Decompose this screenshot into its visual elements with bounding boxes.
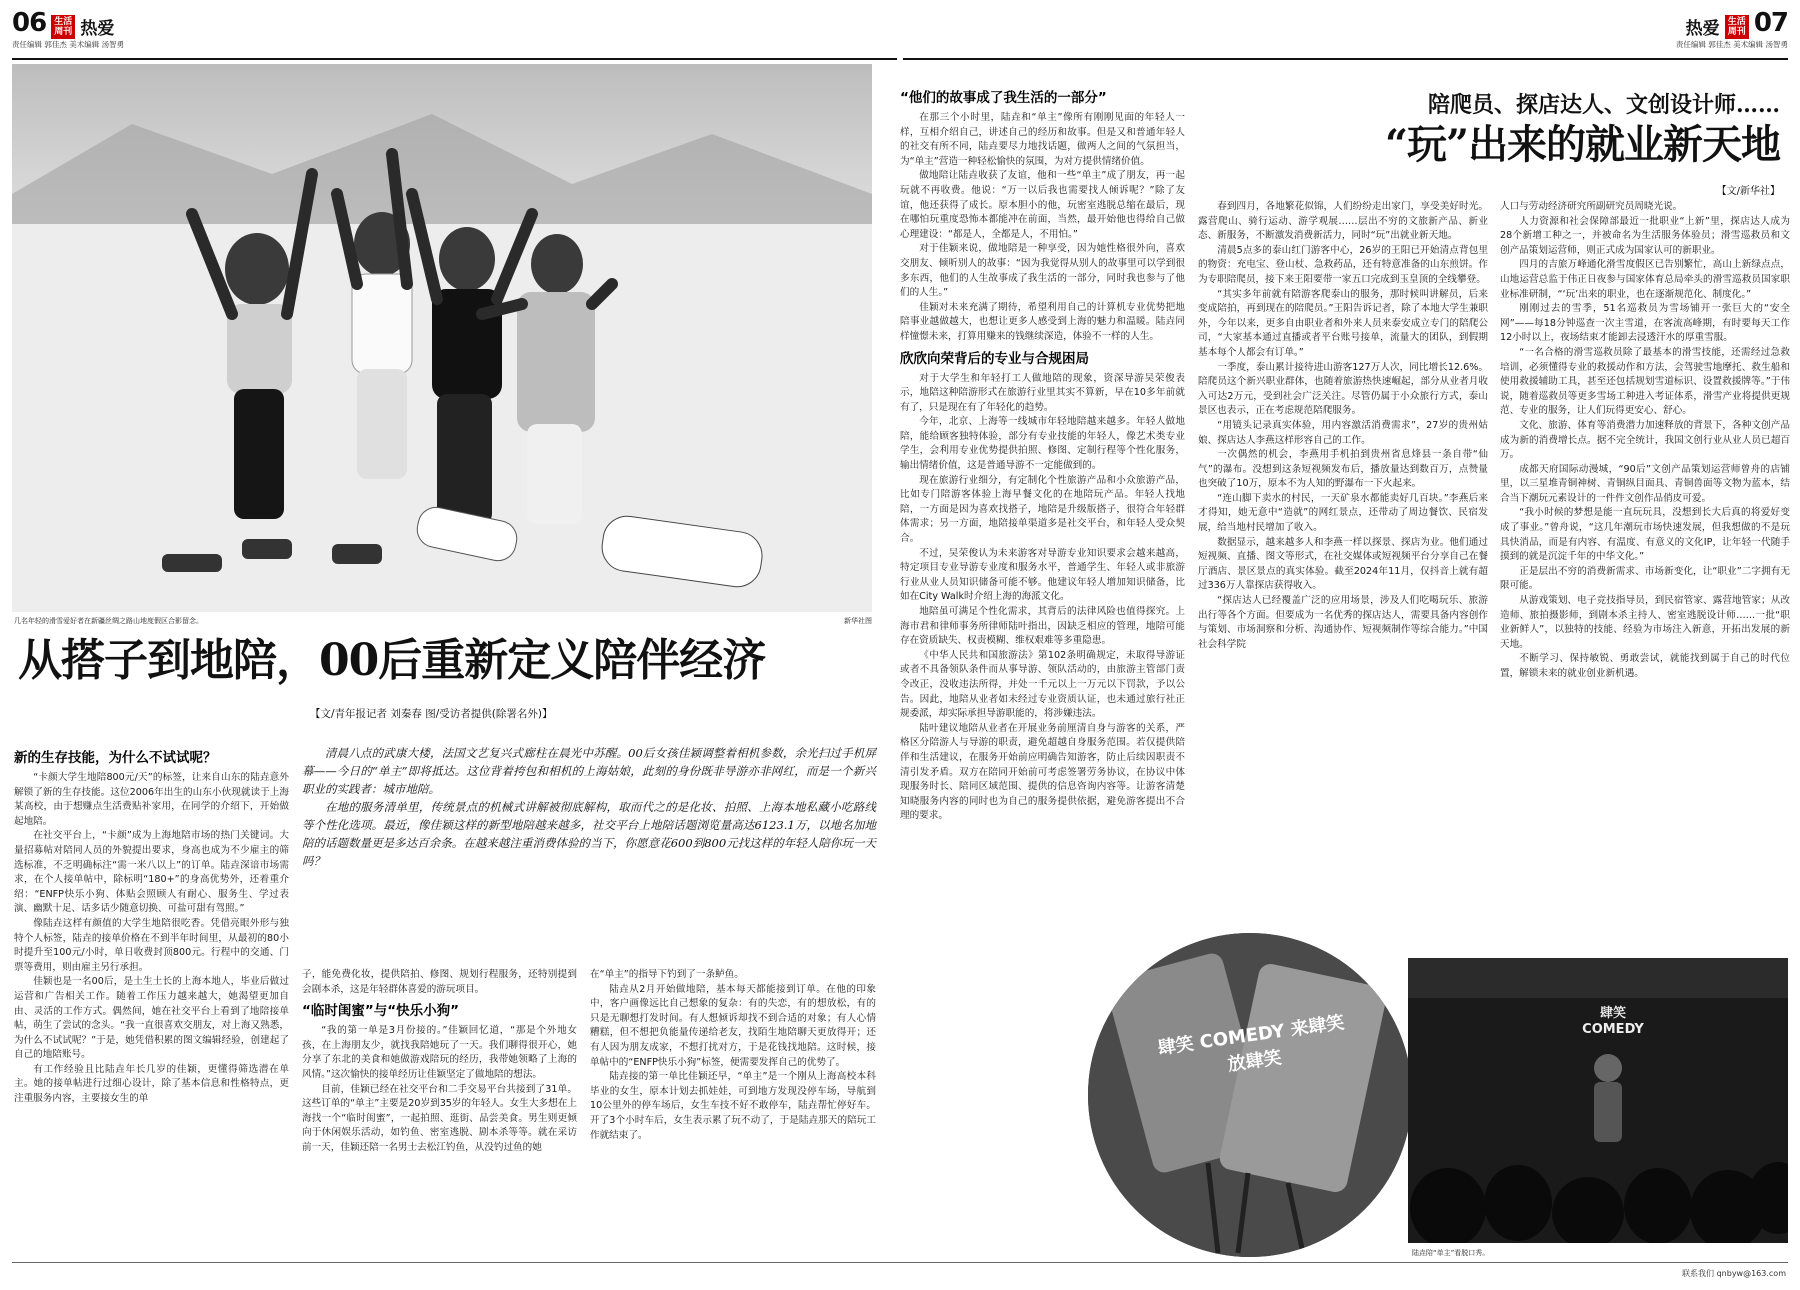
section-heading: 新的生存技能，为什么不试试呢？	[14, 750, 217, 766]
paragraph: 像陆垚这样有颜值的大学生地陪很吃香。凭借亮眼外形与独特个人标签，陆垚的接单价格在不到半年时间里，从最初的80小时提升至100元/小时，单日收费封顶800元。行程中的交通、门票等费用，则由雇主另行承担。	[14, 917, 289, 973]
right-column-1	[1198, 200, 1488, 920]
right-page-header	[1488, 8, 1788, 49]
left-column-2	[302, 968, 577, 1280]
paragraph: 人口与劳动经济研究所副研究员周晓光说。	[1500, 201, 1683, 212]
paragraph: 正是层出不穷的消费新需求、市场新变化，让“职业”二字拥有无限可能。	[1500, 565, 1790, 592]
right-article-title: “玩”出来的就业新天地	[1384, 121, 1780, 168]
ski-group-photo	[12, 64, 872, 612]
lead-paragraph: 清晨八点的武康大楼，法国文艺复兴式廊柱在晨光中苏醒。00后女孩佳颖调整着相机参数，余光扫过手机屏幕——今日的“单主”即将抵达。这位背着挎包和相机的上海姑娘，此刻的身份既非导游亦非网红，而是一个新兴职业的实践者：城市地陪。	[302, 746, 876, 796]
paragraph: 现在旅游行业细分，有定制化个性旅游产品和小众旅游产品，比如专门陪游客体验上海早餐文化的在地陪玩产品。年轻人找地陪，一方面是因为喜欢找搭子，地陪是升级版搭子，很符合年轻群体需求；另一方面，地陪接单渠道多是社交平台，和年轻人受众契合。	[900, 474, 1185, 545]
paragraph: 刚刚过去的雪季，51名巡救员为雪场铺开一张巨大的“安全网”——每18分钟巡查一次主雪道，在客流高峰期，有时要每天工作12小时以上，夜场结束才能卸去浸透汗水的厚重雪服。	[1500, 303, 1790, 344]
left-page-header	[12, 8, 312, 49]
right-editors: 责任编辑 郭佳杰 美术编辑 汤智勇	[1675, 40, 1788, 49]
right-article-byline: 【文/新华社】	[1716, 186, 1780, 197]
paragraph: 对于大学生和年轻打工人做地陪的现象，资深导游吴荣俊表示，地陪这种陪游形式在旅游行业里其实不算新，早在10多年前就有了，只是现在有了年轻化的趋势。	[900, 372, 1185, 413]
paragraph: 佳颖也是一名00后，是土生土长的上海本地人，毕业后做过运营和广告相关工作。随着工作压力越来越大，她渴望更加自由、灵活的工作方式。偶然间，她在社交平台上看到了地陪接单帖，萌生了尝试的念头。“我一直很喜欢交朋友，对上海又熟悉，为什么不试试呢？”于是，她凭借积累的图文编辑经验，创建起了自己的地陪账号。	[14, 976, 289, 1061]
paragraph: “我小时候的梦想是能一直玩玩具，没想到长大后真的将爱好变成了事业。”曾舟说，“这几年潮玩市场快速发展，但我想做的不是玩具快消品，而是有内容、有温度、有意义的文化IP，让年轻一代随手摸到的就是沉淀千年的中华文化。”	[1500, 507, 1790, 563]
section-heading: “他们的故事成了我生活的一部分”	[900, 90, 1107, 106]
paragraph: 成都天府国际动漫城，“90后”文创产品策划运营师曾舟的店铺里，以三星堆青铜神树、青铜纵目面具、青铜兽面等文物为蓝本，结合当下潮玩元素设计的一件件文创作品俏皮可爱。	[1500, 463, 1790, 504]
left-editors: 责任编辑 郭佳杰 美术编辑 汤智勇	[12, 40, 125, 49]
ski-photo-illustration	[12, 64, 872, 612]
paragraph: 数据显示，越来越多人和李燕一样以探景、探店为业。他们通过短视频、直播、图文等形式，在社交媒体或短视频平台分享自己在餐厅酒店、景区景点的真实体验。截至2024年11月，仅抖音上就有超过336万人靠探店获得收入。	[1198, 536, 1488, 592]
paragraph: 文化、旅游、体育等消费潜力加速释放的背景下，各种文创产品成为新的消费增长点。据不完全统计，我国文创行业从业人员已超百万。	[1500, 419, 1790, 461]
paragraph: 陆叶建议地陪从业者在开展业务前厘清自身与游客的关系，严格区分陪游人与导游的职责，避免超越自身服务范围。若仅提供陪伴和生活建议，在服务开始前应明确告知游客，防止后续因职责不清引发矛盾。双方在陪同开始前可考虑签署劳务协议，在协议中体现服务时长、陪同区域范围、提供的信息咨询内容等。让游客清楚知晓服务内容的同时也为自己的服务提供依据，避免游客提出不合理的要求。	[900, 722, 1185, 822]
paragraph: “卡颜大学生地陪800元/天”的标签，让来自山东的陆垚意外解锁了新的生存技能。这位2006年出生的山东小伙现就读于上海某高校，由于想赚点生活费贴补家用，在同学的介绍下，开始做起地陪。	[14, 772, 289, 827]
right-section-name: 热爱	[1685, 19, 1720, 39]
comedy-sign-text: 肆笑 COMEDY	[1582, 1006, 1644, 1037]
comedy-show-photo	[1408, 958, 1788, 1243]
comedy-circle-photo	[1085, 930, 1415, 1260]
left-page-number: 06	[12, 8, 47, 38]
paragraph: 做地陪让陆垚收获了友谊，他和一些“单主”成了朋友，再一起玩就不再收费。他说：“万一以后我也需要找人倾诉呢？”除了友谊，他还获得了成长。原本胆小的他，玩密室逃脱总缩在最后，现在哪怕玩重度恐怖本都能冲在前面，当然，最开始他也得给自己做心理建设：“都是人，全都是人，不用怕。”	[900, 170, 1185, 240]
right-header-rule	[903, 58, 1788, 60]
paragraph: “探店达人已经覆盖广泛的应用场景，涉及人们吃喝玩乐、旅游出行等各个方面。但要成为一名优秀的探店达人，需要具备内容创作与策划、市场洞察和分析、沟通协作、短视频制作等综合能力。”中国社会科学院	[1198, 595, 1488, 650]
paragraph: 清晨5点多的泰山红门游客中心，26岁的王阳已开始清点背包里的物资：充电宝、登山杖、急救药品，还有特意准备的山东煎饼。作为专职陪爬员，接下来王阳要带一家五口完成到玉皇顶的全线攀登。	[1198, 244, 1488, 285]
paragraph: “一名合格的滑雪巡救员除了最基本的滑雪技能，还需经过急救培训，必须懂得专业的救援动作和方法，会驾驶雪地摩托、救生船和使用救援辅助工具，甚至还包括规划雪道标识、设置救援牌等。”于伟说，随着巡救员等更多雪场工种进入考证体系，滑雪产业将提供更规范、专业的服务，让人们玩得更安心、舒心。	[1500, 346, 1790, 417]
ski-photo-caption: 几名年轻的滑雪爱好者在新疆丝绸之路山地度假区合影留念。	[14, 617, 203, 625]
comedy-show-illustration	[1408, 958, 1788, 1243]
left-article-title: 从搭子到地陪，00后重新定义陪伴经济	[18, 635, 766, 686]
right-page-number: 07	[1753, 8, 1788, 38]
paragraph: 有工作经验且比陆垚年长几岁的佳颖，更懂得筛选潜在单主。她的接单帖进行过细心设计，除了基本信息和性格特点，更注重服务内容，主要接女生的单	[14, 1063, 289, 1105]
right-column-2	[1500, 200, 1790, 930]
lead-paragraphs	[302, 744, 876, 962]
paragraph: 今年，北京、上海等一线城市年轻地陪越来越多。年轻人做地陪，能给顾客独特体验，部分有专业技能的年轻人，像艺术类专业学生，会利用专业优势提供拍照、修图、定制行程等个性化服务，输出情绪价值，这是普通导游不一定能做到的。	[900, 416, 1185, 472]
left-article-byline: 【文/青年报记者 刘秦春 图/受访者提供(除署名外)】	[310, 708, 553, 720]
paragraph: 在那三个小时里，陆垚和“单主”像所有刚刚见面的年轻人一样，互相介绍自己，讲述自己的经历和故事。但是又和普通年轻人的社交有所不同，陆垚要尽力地找话题，做两人之间的气氛担当，为“单主”营造一种轻松愉快的氛围，为对方提供情绪价值。	[900, 112, 1185, 167]
paragraph: 春到四月，各地繁花似锦，人们纷纷走出家门，享受美好时光。露营爬山、骑行运动、游学观展……层出不穷的文旅新产品、新业态、新服务，不断激发消费新活力，同时“玩”出就业新天地。	[1198, 201, 1488, 242]
comedy-fan-illustration	[1088, 933, 1415, 1260]
paragraph: 不断学习、保持敏锐、勇敢尝试，就能找到属于自己的时代位置，解锁未来的就业创业新机遇。	[1500, 653, 1790, 679]
paragraph: 不过，吴荣俊认为未来游客对导游专业知识要求会越来越高，特定项目专业导游专业度和服务水平，普通学生、年轻人或非旅游行业从业人员知识储备可能不够。他建议年轻人增加知识储备，比如在City Walk时介绍上海的海派文化。	[900, 547, 1185, 603]
newspaper-logo: 生活周刊	[51, 15, 75, 39]
comedy-photo-caption: 陆垚陪“单主”看脱口秀。	[1412, 1249, 1490, 1257]
left-column-3	[590, 968, 876, 1280]
ski-photo-credit: 新华社图	[844, 617, 872, 625]
paragraph: 目前，佳颖已经在社交平台和二手交易平台共接到了31单。这些订单的“单主”主要是20岁到35岁的年轻人。女生大多想在上海找一个“临时闺蜜”，一起拍照、逛街、品尝美食。男生则更倾向于休闲娱乐活动，如钓鱼、密室逃脱、剧本杀等等。就在采访前一天，佳颖还陪一名男士去松江钓鱼，从没钓过鱼的她	[302, 1083, 577, 1153]
paragraph: 佳颖对未来充满了期待，希望利用自己的计算机专业优势把地陪事业越做越大，也想让更多人感受到上海的魅力和温暖。陆垚同样憧憬未来，打算用赚来的钱继续深造，体验不一样的人生。	[900, 301, 1185, 342]
section-heading: “临时闺蜜”与“快乐小狗”	[302, 1003, 459, 1020]
paragraph: “我的第一单是3月份接的。”佳颖回忆道，“那是个外地女孩，在上海朋友少，就找我陪她玩了一天。我们聊得很开心，她分享了东北的美食和她做游戏陪玩的经历，我带她领略了上海的风情。”这次愉快的接单经历让佳颖坚定了做地陪的想法。	[302, 1025, 577, 1080]
paragraph: “其实多年前就有陪游客爬泰山的服务，那时候叫讲解员，后来变成陪拍，再到现在的陪爬员。”王阳告诉记者，除了本地大学生兼职外，今年以来，更多自由职业者和外来人员来泰安成立专门的陪爬公司，“大家基本通过直播或者平台账号接单，流量大的团队，到假期基本每个人都会有订单。”	[1198, 288, 1488, 358]
paragraph: 从游戏策划、电子竞技指导员，到民宿管家、露营地管家；从改造师、旅拍摄影师，到剧本杀主持人、密室逃脱设计师……一批“职业新鲜人”，以独特的技能、经验为市场注入新意，开拓出发展的新天地。	[1500, 595, 1790, 650]
paragraph: 地陪虽可满足个性化需求，其背后的法律风险也值得探究。上海市君和律师事务所律师陆叶指出，因缺乏相应的管理，地陪可能存在资质缺失、权责模糊、维权艰难等多重隐患。	[900, 606, 1185, 647]
paragraph: 在社交平台上，“卡颜”成为上海地陪市场的热门关键词。大量招募帖对陪同人员的外貌提出要求，身高也成为不少雇主的筛选标准，不乏明确标注“需一米八以上”的订单。陆垚深谙市场需求，在个人接单帖中，除标明“180+”的身高优势外，还着重介绍：“ENFP快乐小狗、体贴会照顾人有耐心、服务生、学过表演、幽默十足、话多话少随意切换、可盐可甜有驾照。”	[14, 830, 289, 915]
paragraph: 四月的吉旅万峰通化滑雪度假区已告别繁忙，高山上新绿点点，山地运营总监于伟正日夜参与国家体育总局牵头的滑雪巡救员国家职业标准研制，“‘玩’出来的职业，也在逐渐规范化、制度化。”	[1500, 259, 1790, 300]
paragraph: 一次偶然的机会，李燕用手机拍到贵州省息烽县一条自带“仙气”的瀑布。没想到这条短视频发布后，播放量达到数百万，点赞量也突破了10万，原本不为人知的野瀑布一下火起来。	[1198, 449, 1488, 490]
section-heading: 欣欣向荣背后的专业与合规困局	[900, 350, 1089, 367]
paragraph: 人力资源和社会保障部最近一批职业“上新”里，探店达人成为28个新增工种之一，并被命名为生活服务体验员；滑雪巡救员和文创产品策划运营师，则正式成为国家认可的新职业。	[1500, 215, 1790, 256]
paragraph: 子，能免费化妆，提供陪拍、修图、规划行程服务，还特别提到会剧本杀，这是年轻群体喜爱的游玩项目。	[302, 969, 577, 995]
left-section-name: 热爱	[80, 19, 115, 39]
paragraph: 陆垚接的第一单比佳颖还早，“单主”是一个刚从上海高校本科毕业的女生，原本计划去抓娃娃，可到地方发现没停车场，导航到10公里外的停车场后，女生车技不好不敢停车，陆垚帮忙停好车。开了3个小时车后，女生表示累了玩不动了，于是陆垚那天的陪玩工作就结束了。	[590, 1071, 876, 1141]
lead-paragraph: 在地的服务清单里，传统景点的机械式讲解被彻底解构，取而代之的是化妆、拍照、上海本地私藏小吃路线等个性化选项。最近，像佳颖这样的新型地陪越来越多，社交平台上地陪话题浏览量高达6123.1万，以地名加地陪的话题数量更是多达百余条。在越来越注重消费体验的当下，你愿意花600到800元找这样的年轻人陪你玩一天吗？	[302, 800, 876, 868]
paragraph: 一季度，泰山累计接待进山游客127万人次，同比增长12.6%。陪爬员这个新兴职业群体，也随着旅游热快速崛起，部分从业者月收入可达2万元，受到社会广泛关注。尽管仍属于小众旅行方式，泰山景区也表示，正在考虑规范陪爬服务。	[1198, 361, 1488, 417]
paragraph: 《中华人民共和国旅游法》第102条明确规定，未取得导游证或者不具备领队条件而从事导游、领队活动的，由旅游主管部门责令改正，没收违法所得，并处一千元以上一万元以下罚款，予以公告。因此，地陪从业者如未经过专业资质认证，也未通过旅行社正规委派，却实际承担导游职能的，将涉嫌违法。	[900, 649, 1185, 720]
paragraph: “连山脚下卖水的村民，一天矿泉水都能卖好几百块。”李燕后来才得知，她无意中“造就”的网红景点，还带动了周边餐饮、民宿发展，给当地村民增加了收入。	[1198, 492, 1488, 534]
paragraph: 陆垚从2月开始做地陪，基本每天都能接到订单。在他的印象中，客户画像远比自己想象的复杂：有的失恋，有的想放松，有的只是无聊想打发时间。有人想倾诉却找不到合适的对象；有人心情糟糕，但不想把负能量传递给老友，找陌生地陪聊天更放得开；还有人因为朋友成家，不想打扰对方，于是花钱找地陪。这时候，接单帖中的“ENFP快乐小狗”标签，便需要发挥自己的优势了。	[590, 983, 876, 1068]
comedy-fan-text: 肆笑 COMEDY 来肆笑 放肆笑	[1156, 1012, 1346, 1076]
footer-contact: 联系我们 qnbyw@163.com	[1682, 1269, 1786, 1278]
paragraph: “用镜头记录真实体验，用内容激活消费需求”，27岁的贵州姑娘、探店达人李燕这样形容自己的工作。	[1198, 419, 1488, 446]
newspaper-logo-right: 生活周刊	[1725, 15, 1749, 39]
left-column-1	[14, 744, 289, 1280]
footer-rule	[12, 1262, 1788, 1263]
left-header-rule	[12, 58, 897, 60]
paragraph: 对于佳颖来说，做地陪是一种享受，因为她性格很外向，喜欢交朋友、倾听别人的故事：“因为我觉得从别人的故事里可以学到很多东西，他们的人生故事成了我生活的一部分，同时我也参与了他们的人生。”	[900, 243, 1185, 299]
paragraph: 在“单主”的指导下钓到了一条鲈鱼。	[590, 969, 744, 980]
right-article-kicker: 陪爬员、探店达人、文创设计师……	[1427, 92, 1780, 118]
